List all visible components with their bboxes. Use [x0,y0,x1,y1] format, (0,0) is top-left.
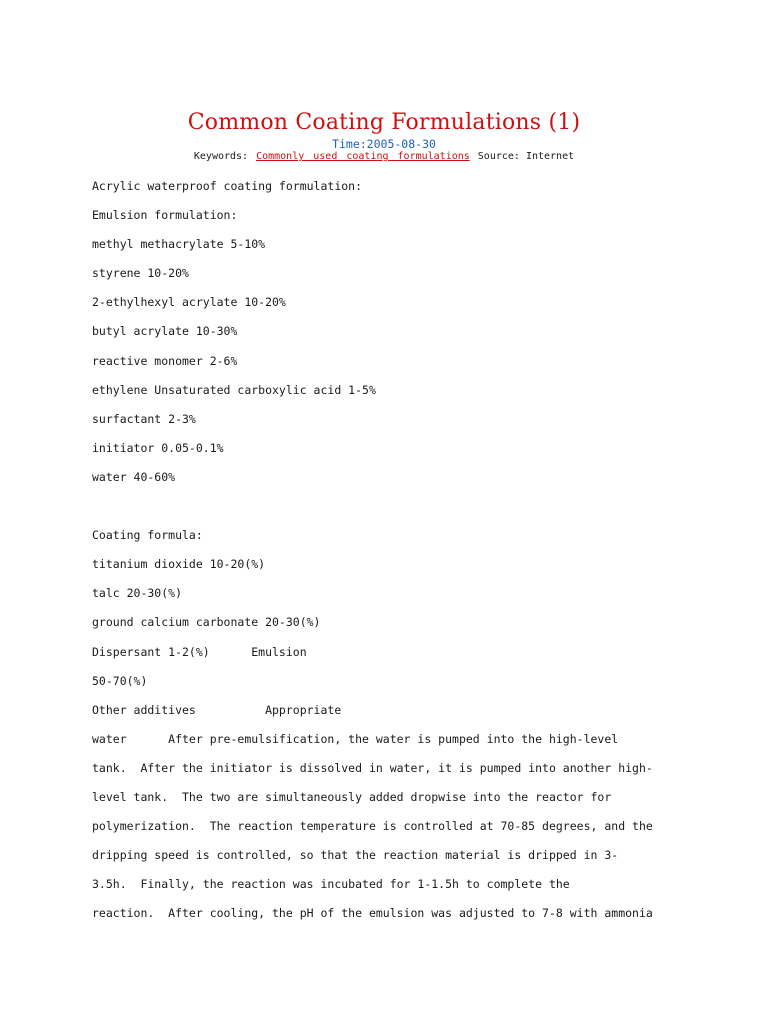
text-line: Dispersant 1-2(%) Emulsion [92,644,307,659]
keywords-line [0,151,768,162]
text-line: Other additives Appropriate [92,702,342,717]
text-line: methyl methacrylate 5-10% [92,237,266,252]
text-line: initiator 0.05-0.1% [92,440,224,455]
text-line: titanium dioxide 10-20(%) [92,557,266,572]
text-line: dripping speed is controlled, so that the reaction material is dripped in 3- [92,848,619,863]
source-label: Source: Internet [477,151,575,162]
text-line: water 40-60% [92,469,176,484]
text-line: Emulsion formulation: [92,208,238,223]
text-line: 3.5h. Finally, the reaction was incubated for 1-1.5h to complete the [92,877,570,892]
keywords-label: Keywords: [193,151,249,162]
text-line: reactive monomer 2-6% [92,353,238,368]
text-line: ethylene Unsaturated carboxylic acid 1-5% [92,382,376,397]
text-line: reaction. After cooling, the pH of the emulsion was adjusted to 7-8 with ammonia [92,906,653,921]
keywords-link[interactable]: Commonly used coating formulations [256,151,470,162]
text-line: butyl acrylate 10-30% [92,324,238,339]
text-line: styrene 10-20% [92,266,189,281]
text-line: 2-ethylhexyl acrylate 10-20% [92,295,286,310]
text-line: level tank. The two are simultaneously added dropwise into the reactor for [92,789,612,804]
document-title: Common Coating Formulations (1) [187,110,581,135]
text-line: ground calcium carbonate 20-30(%) [92,615,321,630]
text-line: 50-70(%) [92,673,148,688]
text-line: polymerization. The reaction temperature is controlled at 70-85 degrees, and the [92,819,653,834]
blank-line [92,496,752,525]
text-line: talc 20-30(%) [92,586,183,601]
text-line: surfactant 2-3% [92,411,196,426]
publish-time: Time:2005-08-30 [332,137,436,151]
text-line: tank. After the initiator is dissolved in water, it is pumped into another high- [92,760,653,775]
document-body [92,176,752,932]
text-line: Coating formula: [92,528,203,543]
text-line: water After pre-emulsification, the water is pumped into the high-level [92,731,619,746]
text-line: Acrylic waterproof coating formulation: [92,179,363,193]
